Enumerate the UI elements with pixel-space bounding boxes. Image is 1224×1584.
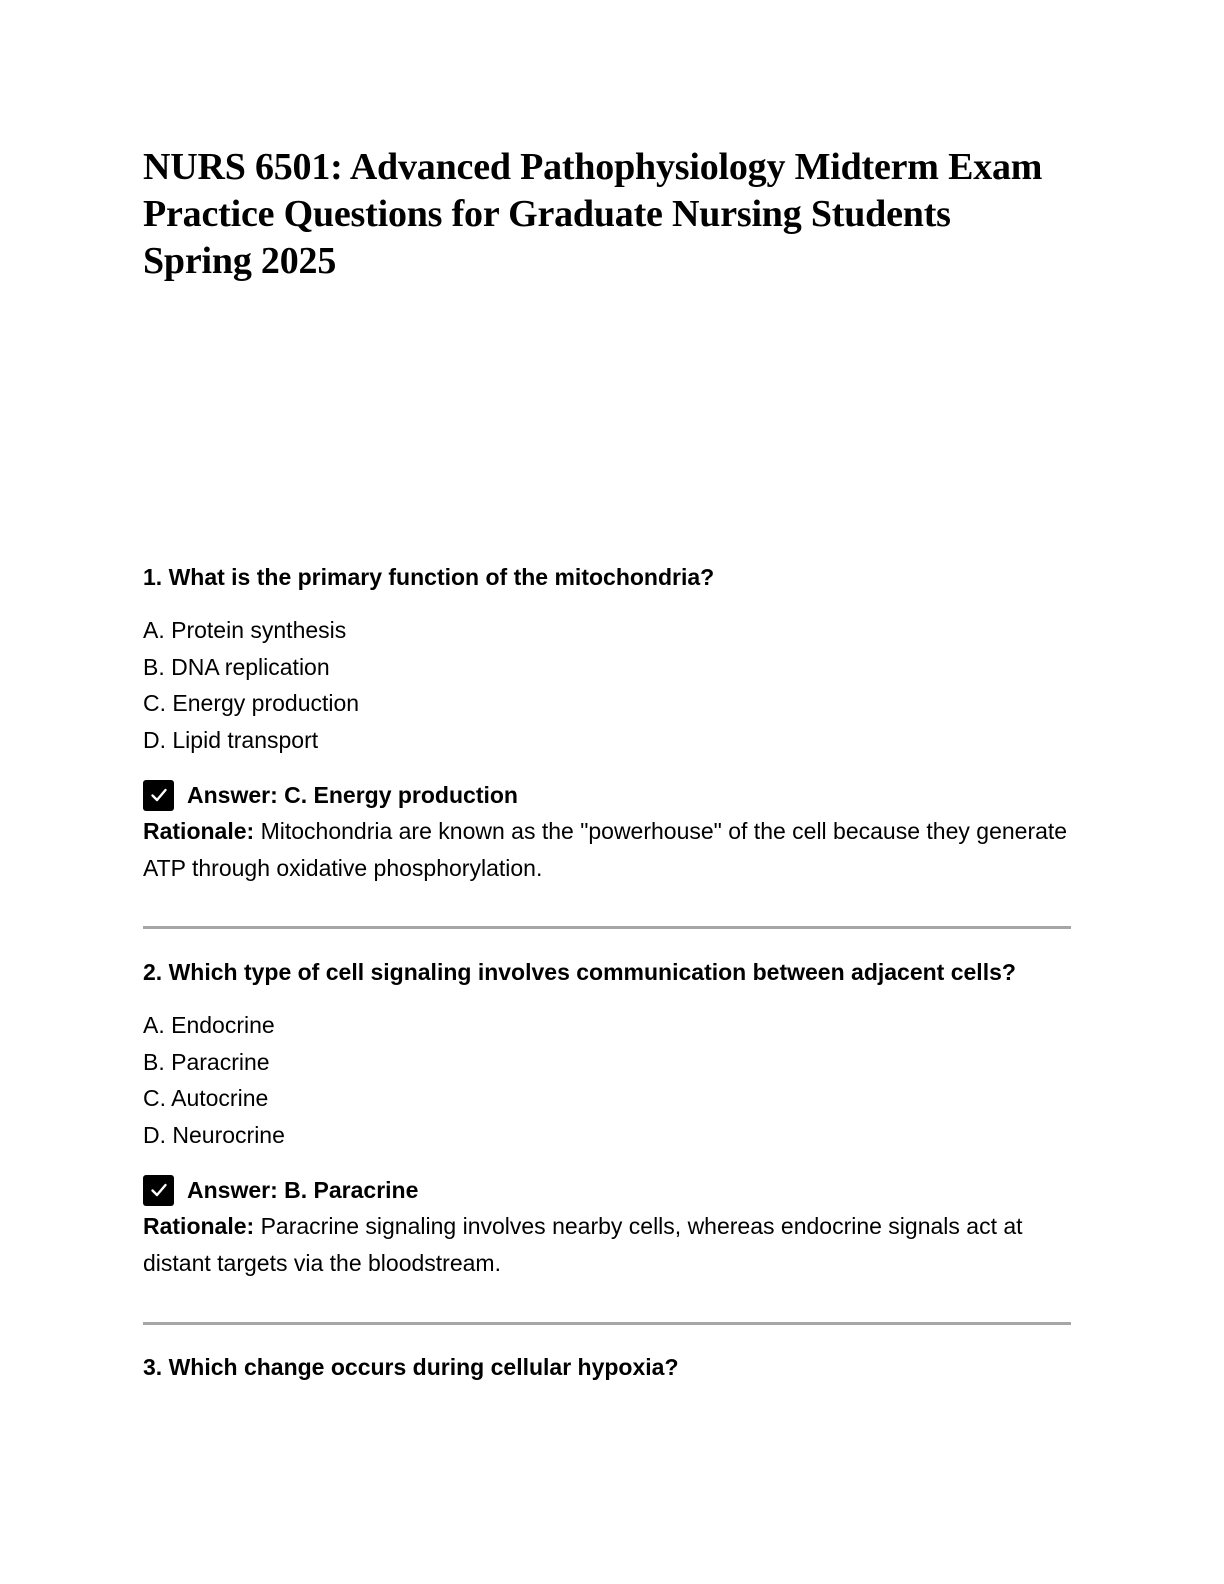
option-list (143, 1007, 1073, 1153)
rationale (143, 813, 1073, 886)
check-icon (143, 1175, 174, 1206)
rationale-text: Paracrine signaling involves nearby cells, whereas endocrine signals act at distant targets via the bloodstream. (143, 1213, 1023, 1276)
option-list (143, 612, 1073, 758)
question-text: 2. Which type of cell signaling involves communication between adjacent cells? (143, 959, 1016, 985)
rationale-text: Mitochondria are known as the "powerhouse" of the cell because they generate ATP through oxidative phosphorylation. (143, 818, 1068, 881)
option-b: B. DNA replication (143, 653, 330, 680)
option-c: C. Autocrine (143, 1085, 269, 1111)
divider (143, 1322, 1071, 1325)
option-b: B. Paracrine (143, 1048, 270, 1075)
option-c: C. Energy production (143, 690, 360, 716)
check-icon (143, 780, 174, 811)
question-3 (143, 1352, 1073, 1382)
answer-line (143, 777, 1073, 813)
divider (143, 926, 1071, 929)
option-d: D. Lipid transport (143, 726, 319, 753)
answer-line (143, 1172, 1073, 1208)
option-a: A. Endocrine (143, 1012, 275, 1038)
answer-text: Answer: C. Energy production (187, 781, 518, 808)
question-2 (143, 957, 1073, 1281)
page-title: NURS 6501: Advanced Pathophysiology Midterm Exam Practice Questions for Graduate Nursing Students Spring 2025 (143, 146, 1043, 282)
rationale (143, 1208, 1073, 1281)
option-a: A. Protein synthesis (143, 617, 347, 643)
question-1 (143, 562, 1073, 886)
question-text: 1. What is the primary function of the mitochondria? (143, 564, 715, 590)
answer-text: Answer: B. Paracrine (187, 1176, 419, 1203)
question-text: 3. Which change occurs during cellular hypoxia? (143, 1354, 679, 1380)
rationale-label: Rationale: (143, 1213, 255, 1239)
rationale-label: Rationale: (143, 818, 255, 844)
option-d: D. Neurocrine (143, 1121, 285, 1148)
